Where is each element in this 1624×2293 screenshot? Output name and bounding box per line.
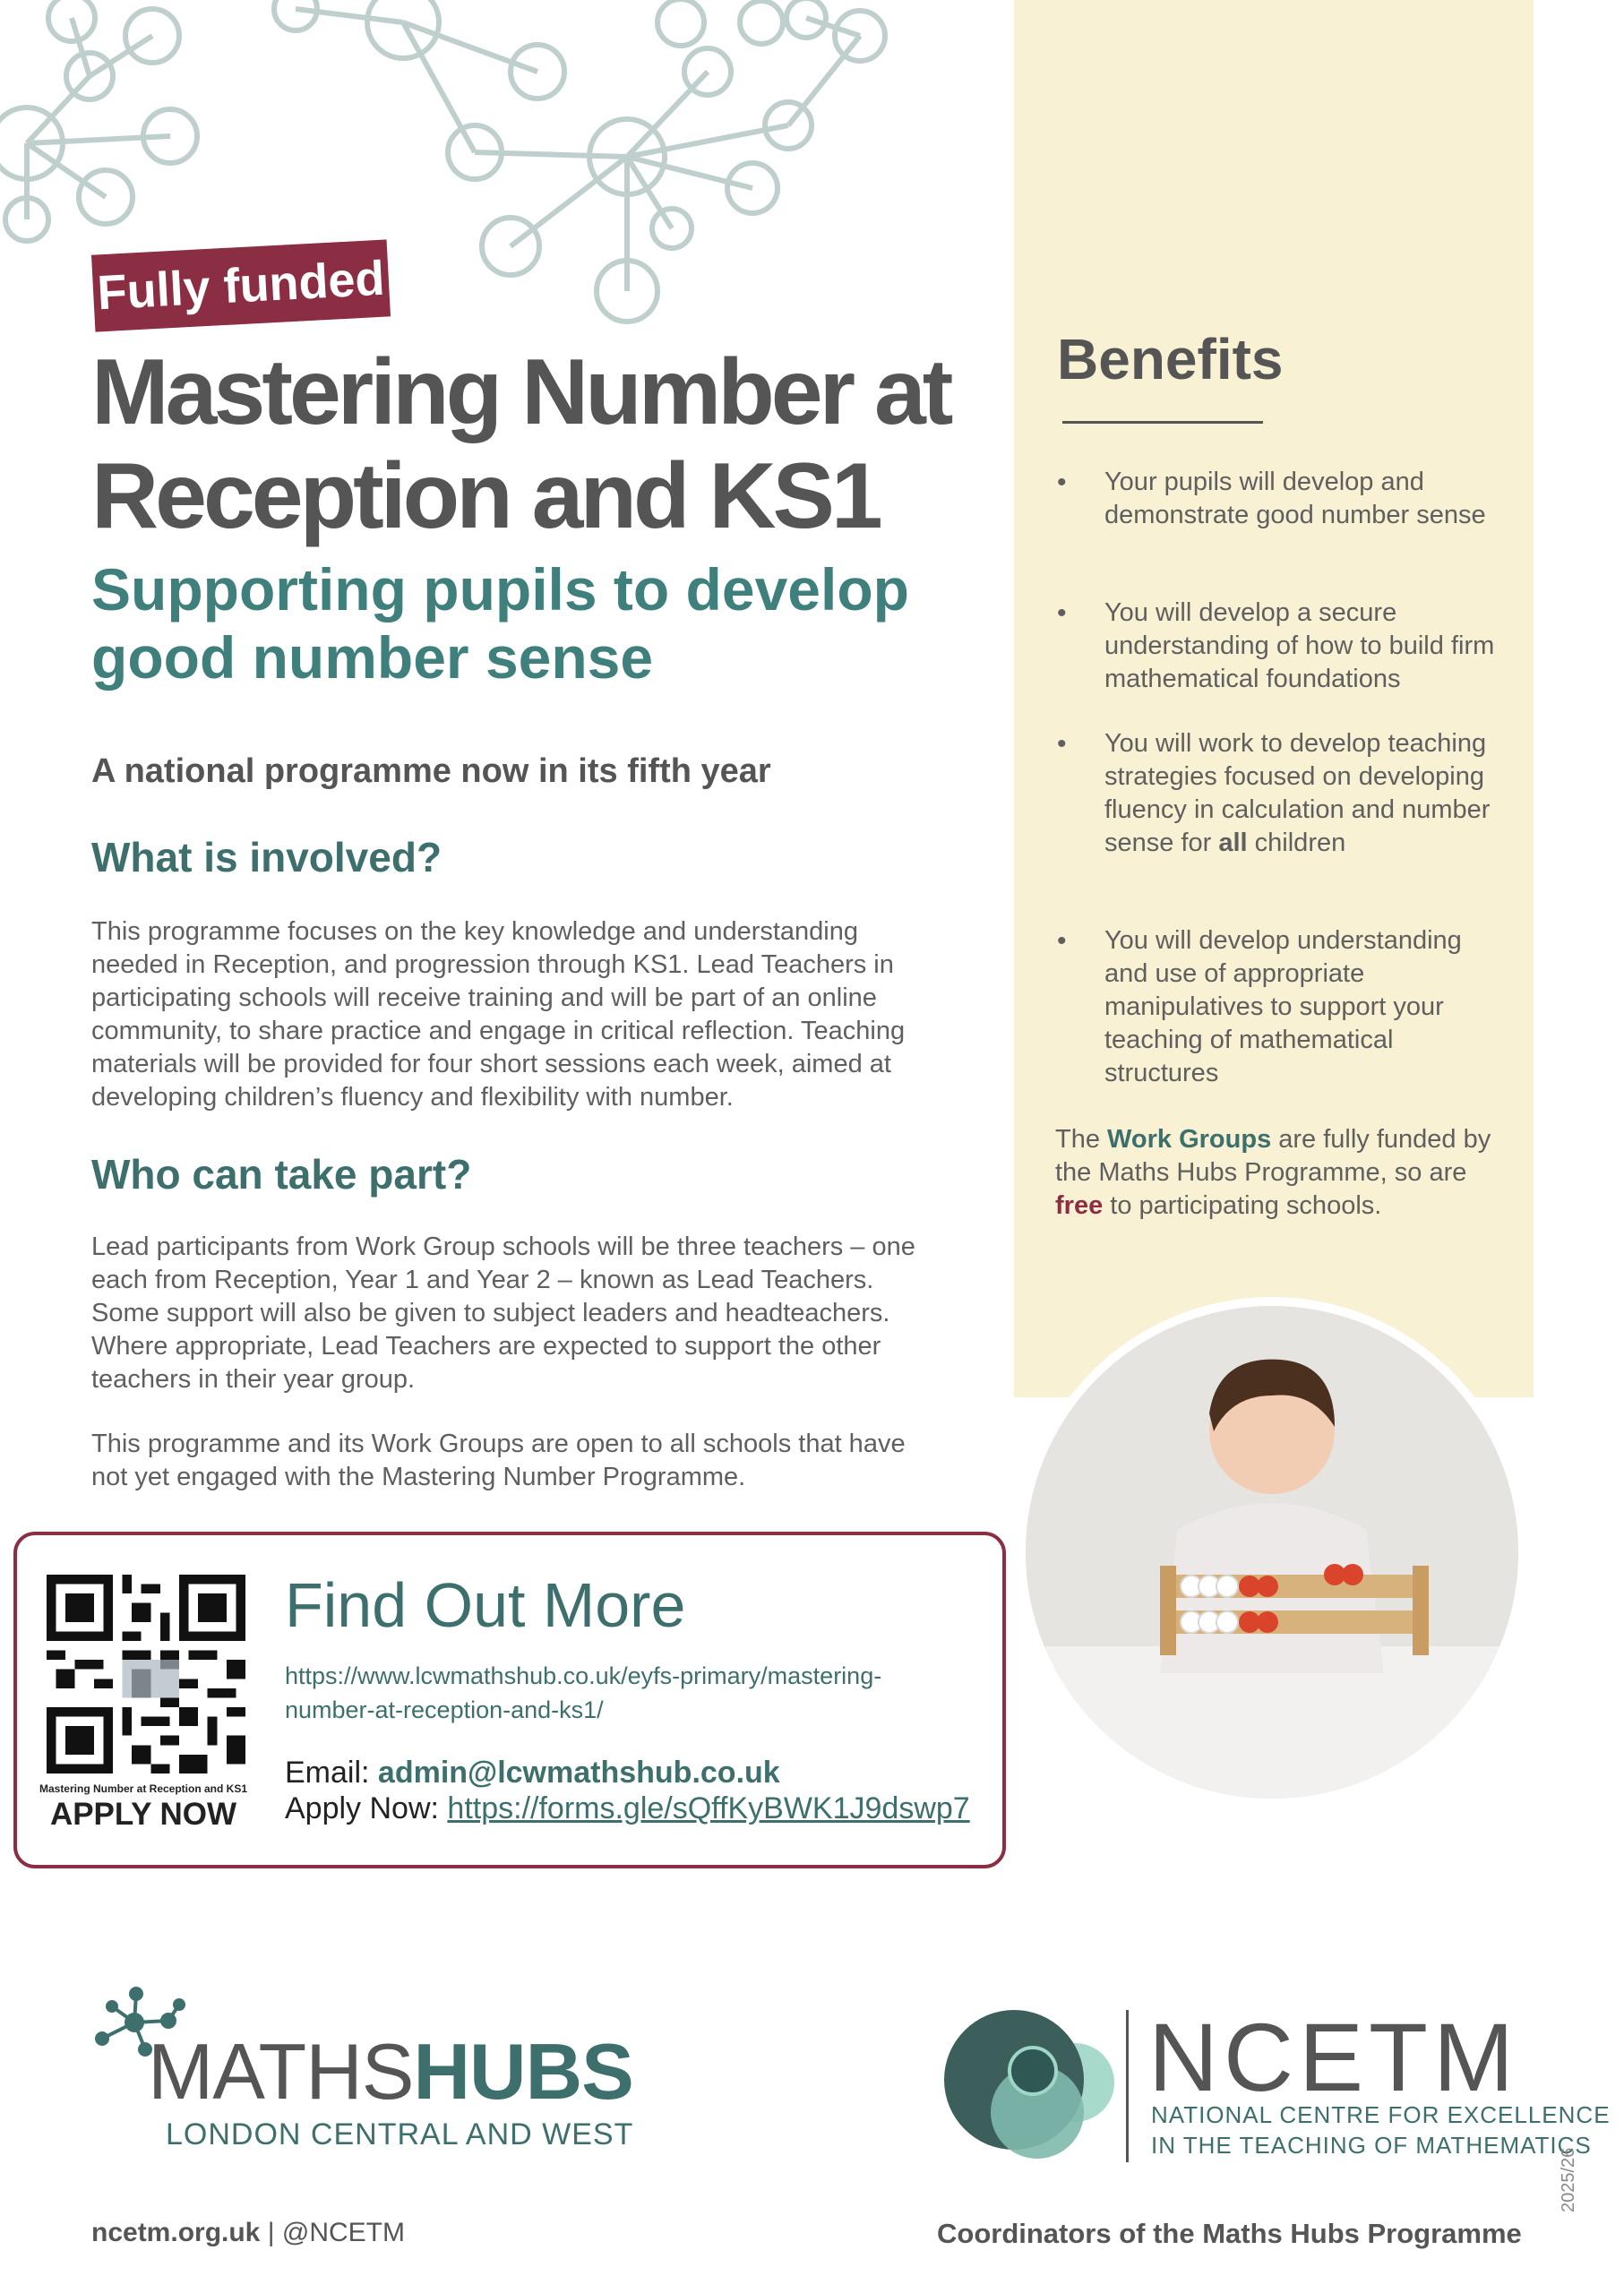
ncetm-tagline-2: IN THE TEACHING OF MATHEMATICS <box>1151 2132 1592 2159</box>
ncetm-logo: NCETM <box>1148 2003 1519 2111</box>
footer-links <box>91 2218 405 2248</box>
who-text: Lead participants from Work Group schools will be three teachers – one each from Reception, Year 1 and Year 2 – known as Lead Teachers. Some support will also be given to subject leaders and headteachers. Where appropriate, Lead Teachers are expected to support the other teachers in their year group. <box>91 1232 915 1394</box>
find-out-more-title: Find Out More <box>285 1570 686 1640</box>
open-to-text: This programme and its Work Groups are open to all schools that have not yet engaged with the Mastering Number Programme. <box>91 1430 906 1491</box>
ncetm-divider <box>1126 2010 1129 2162</box>
qr-apply-now: APPLY NOW <box>49 1797 237 1832</box>
benefit-emphasis: all <box>1218 829 1248 857</box>
page-title: Mastering Number at Reception and KS1 <box>91 340 950 548</box>
fully-funded-badge: Fully funded <box>91 239 391 331</box>
qr-code-icon[interactable] <box>47 1575 245 1773</box>
apply-label: Apply Now: <box>285 1791 439 1825</box>
benefit-item <box>1104 727 1503 860</box>
apply-now-link[interactable]: https://forms.gle/sQffKyBWK1J9dswp7 <box>447 1791 970 1825</box>
bullet-icon: • <box>1057 598 1067 628</box>
qr-caption: Mastering Number at Reception and KS1 <box>39 1782 248 1795</box>
heading-what-is-involved: What is involved? <box>91 834 443 880</box>
bullet-icon: • <box>1057 729 1067 759</box>
benefit-item: You will develop a secure understanding of how to build firm mathematical foundations <box>1104 598 1495 693</box>
bullet-icon: • <box>1057 468 1067 497</box>
edition-code: 2025/26 <box>1559 2147 1578 2212</box>
work-groups-emphasis: Work Groups <box>1107 1125 1272 1154</box>
footer-separator: | <box>267 2218 275 2247</box>
page-subtitle: Supporting pupils to develop good number sense <box>91 556 909 691</box>
programme-url-link[interactable]: https://www.lcwmathshub.co.uk/eyfs-primary/mastering-number-at-reception-and-ks1/ <box>285 1662 882 1723</box>
free-emphasis: free <box>1055 1191 1104 1220</box>
benefit-item: Your pupils will develop and demonstrate good number sense <box>1104 468 1486 529</box>
benefit-item: You will develop understanding and use of appropriate manipulatives to support your teaching of mathematical structures <box>1104 926 1462 1087</box>
apply-line <box>285 1791 970 1826</box>
mathshubs-region: LONDON CENTRAL AND WEST <box>166 2117 634 2151</box>
ncetm-tagline-1: NATIONAL CENTRE FOR EXCELLENCE <box>1151 2101 1611 2128</box>
benefit-text: You will work to develop teaching strategies focused on developing fluency in calculation and number sense for <box>1104 729 1491 857</box>
funding-note: The Work Groups are fully funded by the Maths Hubs Programme, so are free to participating schools. <box>1055 1125 1491 1220</box>
coordinators-text: Coordinators of the Maths Hubs Programme <box>937 2218 1522 2249</box>
mathshubs-logo: MATHSHUBS <box>148 2027 633 2116</box>
email-label: Email: <box>285 1756 370 1790</box>
heading-who-can-take-part: Who can take part? <box>91 1151 472 1198</box>
bullet-icon: • <box>1057 926 1067 956</box>
ncetm-handle-link[interactable]: @NCETM <box>281 2218 405 2247</box>
ncetm-site-link[interactable]: ncetm.org.uk <box>91 2218 261 2247</box>
ncetm-circles-icon <box>941 2006 1120 2177</box>
benefit-tail: children <box>1254 829 1346 857</box>
benefits-divider <box>1062 421 1263 424</box>
tagline: A national programme now in its fifth year <box>91 752 771 790</box>
email-link[interactable]: admin@lcwmathshub.co.uk <box>377 1756 780 1790</box>
email-line <box>285 1756 780 1791</box>
involved-text: This programme focuses on the key knowledge and understanding needed in Reception, and progression through KS1. Lead Teachers in participating schools will receive training and will be part of an online community, to share practice and engage in critical reflection. Teaching materials will be provided for four short sessions each week, aimed at developing children’s fluency and flexibility with number. <box>91 917 906 1112</box>
benefits-heading: Benefits <box>1057 327 1284 391</box>
child-abacus-photo <box>1026 1306 1518 1799</box>
